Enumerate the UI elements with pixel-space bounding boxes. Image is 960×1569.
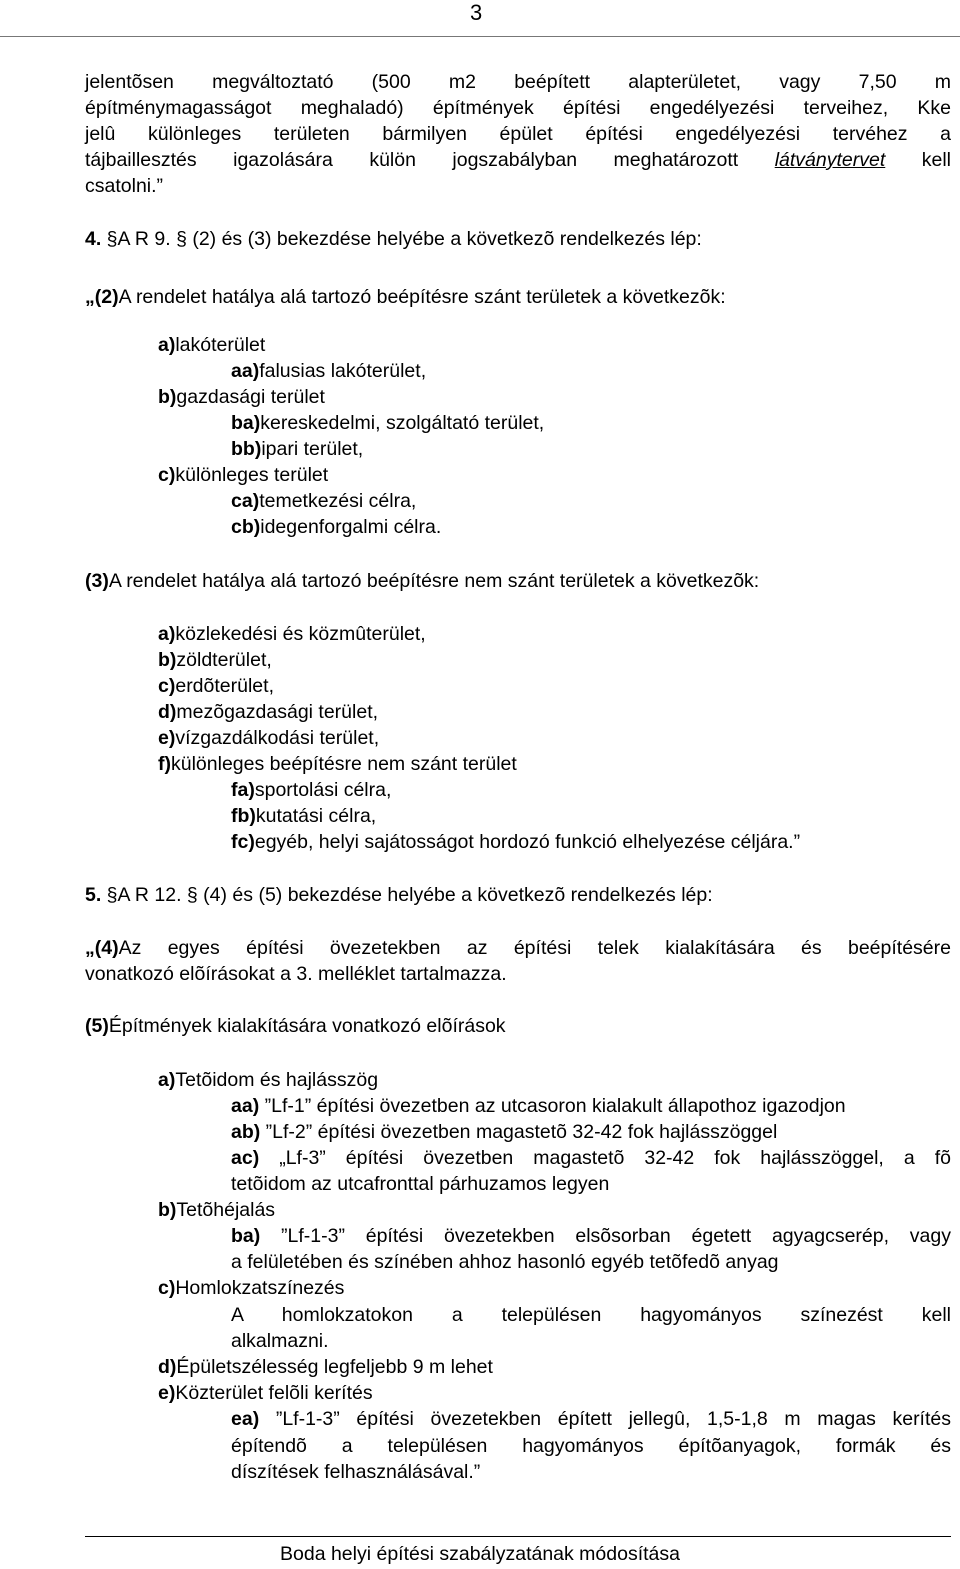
paragraph-5-heading: (5)Építmények kialakítására vonatkozó elõírások <box>85 1015 506 1037</box>
p2-item-b: b)gazdasági terület <box>158 386 325 408</box>
p5-item-ab: ab) ”Lf-2” építési övezetben magastetõ 32-42 fok hajlásszöggel <box>231 1121 778 1143</box>
p5-item-ba-line-1: ba) ”Lf-1-3” építési övezetekben elsõsorban égetett agyagcserép, vagy <box>231 1225 951 1247</box>
p5-item-c-text-line-1: A homlokzatokon a településen hagyományos színezést kell <box>231 1304 951 1326</box>
p5-item-ea-line-1: ea) ”Lf-1-3” építési övezetekben épített jellegû, 1,5-1,8 m magas kerítés <box>231 1408 951 1430</box>
intro-line-1: jelentõsen megváltoztató (500 m2 beépített alapterületet, vagy 7,50 m <box>85 71 951 93</box>
intro-line-4: tájbaillesztés igazolására külön jogszabályban meghatározott látványtervet kell <box>85 149 952 171</box>
p5-item-a: a)Tetõidom és hajlásszög <box>158 1069 379 1091</box>
p3-item-fb: fb)kutatási célra, <box>231 805 377 827</box>
p3-item-fc: fc)egyéb, helyi sajátosságot hordozó funkció elhelyezése céljára.” <box>231 831 801 853</box>
p2-item-c: c)különleges terület <box>158 464 329 486</box>
p5-item-aa: aa) ”Lf-1” építési övezetben az utcasoron kialakult állapothoz igazodjon <box>231 1095 846 1117</box>
p3-item-c: c)erdõterület, <box>158 675 274 697</box>
p5-item-c: c)Homlokzatszínezés <box>158 1277 345 1299</box>
p5-item-ac-line-1: ac) „Lf-3” építési övezetben magastetõ 32-42 fok hajlásszöggel, a fõ <box>231 1147 951 1169</box>
p3-item-d: d)mezõgazdasági terület, <box>158 701 379 723</box>
p5-item-ac-line-2: tetõidom az utcafronttal párhuzamos legyen <box>231 1173 610 1195</box>
section-5-heading: 5. §A R 12. § (4) és (5) bekezdése helyébe a következõ rendelkezés lép: <box>85 884 713 906</box>
p2-item-bb: bb)ipari terület, <box>231 438 364 460</box>
p2-item-cb: cb)idegenforgalmi célra. <box>231 516 442 538</box>
header-rule <box>0 36 960 37</box>
paragraph-4-line-1: „(4)Az egyes építési övezetekben az építési telek kialakítására és beépítésére <box>85 937 951 959</box>
paragraph-2-heading: „(2)A rendelet hatálya alá tartozó beépítésre szánt területek a következõk: <box>85 286 726 308</box>
page-number: 3 <box>470 0 483 25</box>
p5-item-b: b)Tetõhéjalás <box>158 1199 276 1221</box>
p5-item-ba-line-2: a felületében és színében ahhoz hasonló egyéb tetõfedõ anyag <box>231 1251 779 1273</box>
p2-item-a: a)lakóterület <box>158 334 266 356</box>
p2-item-ba: ba)kereskedelmi, szolgáltató terület, <box>231 412 545 434</box>
p2-item-aa: aa)falusias lakóterület, <box>231 360 427 382</box>
p3-item-f: f)különleges beépítésre nem szánt terület <box>158 753 517 775</box>
page-footer: Boda helyi építési szabályzatának módosítása <box>280 1543 680 1565</box>
p3-item-e: e)vízgazdálkodási terület, <box>158 727 380 749</box>
footer-rule <box>85 1536 951 1537</box>
section-4-heading: 4. §A R 9. § (2) és (3) bekezdése helyébe a következõ rendelkezés lép: <box>85 228 702 250</box>
paragraph-4-line-2: vonatkozó elõírásokat a 3. melléklet tartalmazza. <box>85 963 507 985</box>
p5-item-e: e)Közterület felõli kerítés <box>158 1382 373 1404</box>
intro-line-5: csatolni.” <box>85 175 164 197</box>
p5-item-d: d)Épületszélesség legfeljebb 9 m lehet <box>158 1356 493 1378</box>
p5-item-ea-line-2: építendõ a településen hagyományos építõanyagok, formák és <box>231 1435 951 1457</box>
paragraph-3-heading: (3)A rendelet hatálya alá tartozó beépítésre nem szánt területek a következõk: <box>85 570 760 592</box>
p3-item-a: a)közlekedési és közmûterület, <box>158 623 426 645</box>
p3-item-b: b)zöldterület, <box>158 649 272 671</box>
intro-line-3: jelû különleges területen bármilyen épület építési engedélyezési tervéhez a <box>85 123 951 145</box>
intro-line-2: építménymagasságot meghaladó) építmények építési engedélyezési terveihez, Kke <box>85 97 951 119</box>
p3-item-fa: fa)sportolási célra, <box>231 779 392 801</box>
p5-item-c-text-line-2: alkalmazni. <box>231 1330 329 1352</box>
latvanyterv-link: látványtervet <box>774 149 886 171</box>
p5-item-ea-line-3: díszítések felhasználásával.” <box>231 1461 481 1483</box>
p2-item-ca: ca)temetkezési célra, <box>231 490 417 512</box>
